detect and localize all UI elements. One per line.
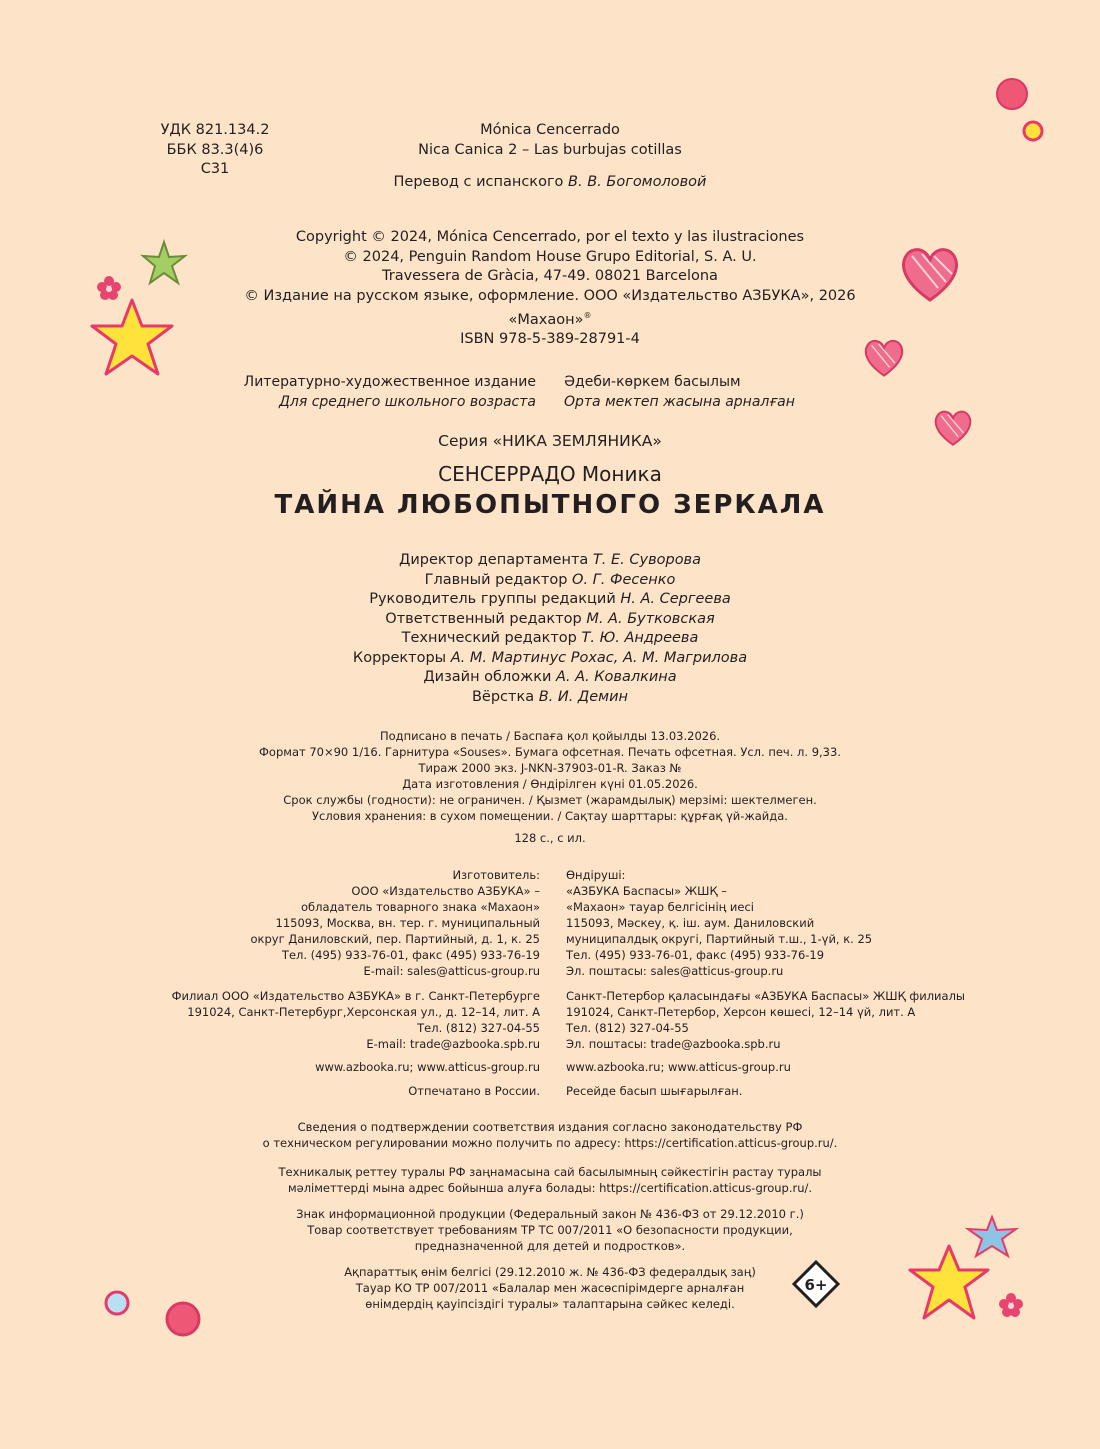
manufacturer-line: 115093, Мәскеу, қ. іш. аум. Даниловский: [566, 916, 815, 930]
branch-line: Тел. (812) 327-04-55: [566, 1021, 689, 1035]
copyright-block: [180, 228, 920, 350]
branch-email: E-mail: trade@azbooka.spb.ru: [366, 1037, 540, 1051]
edition-type-ru: [180, 372, 536, 412]
registered-mark: ®: [583, 311, 592, 320]
staff-person: О. Г. Фесенко: [572, 571, 676, 588]
staff-role: Главный редактор: [424, 571, 573, 588]
staff-row: [250, 668, 850, 688]
staff-row: [250, 629, 850, 649]
manufacturer-line: Изготовитель:: [452, 868, 540, 882]
classification-codes: [160, 121, 270, 180]
translation-credit: [330, 174, 770, 190]
branch-line: Санкт-Петербор қаласындағы «АЗБУКА Баспасы» ЖШҚ филиалы: [566, 989, 965, 1003]
info-sign-line: өнімдердің қауіпсіздігі туралы» талаптарына сәйкес келеді.: [365, 1297, 735, 1311]
translation-prefix: Перевод с испанского: [393, 174, 569, 190]
staff-role: Дизайн обложки: [423, 669, 556, 685]
certification-line: Сведения о подтверждении соответствия издания согласно законодательству РФ: [297, 1120, 803, 1134]
trademark: [180, 306, 920, 330]
staff-role: Корректоры: [352, 649, 451, 666]
staff-row: [250, 688, 850, 708]
certification-line: мәліметтерді мына адрес бойынша алуға болады: https://certification.atticus-group.ru/.: [287, 1181, 813, 1195]
manufacturer-email: E-mail: sales@atticus-group.ru: [363, 964, 540, 978]
print-line: Условия хранения: в сухом помещении. / Сақтау шарттары: құрғақ үй-жайда.: [312, 809, 788, 823]
manufacturer-line: ООО «Издательство АЗБУКА» –: [351, 884, 540, 898]
author-sign: С31: [200, 161, 230, 177]
decoration-circle-pink: [994, 76, 1030, 112]
isbn: ISBN 978-5-389-28791-4: [460, 331, 640, 348]
manufacturer-line: Өндіруші:: [566, 868, 626, 882]
manufacturer-line: муниципалдық округі, Партийный т.ш., 1-үй, к. 25: [566, 932, 873, 946]
print-line: Формат 70×90 1/16. Гарнитура «Souses». Бумага офсетная. Печать офсетная. Усл. печ. л. 9,33.: [259, 745, 841, 759]
copyright-line: © Издание на русском языке, оформление. ООО «Издательство АЗБУКА», 2026: [244, 287, 856, 304]
copyright-line: Travessera de Gràcia, 47-49. 08021 Barcelona: [382, 268, 718, 284]
staff-role: Директор департамента: [399, 552, 593, 568]
decoration-star-yellow-bottom: [904, 1240, 994, 1324]
staff-person: А. М. Мартинус Рохас, А. М. Магрилова: [450, 649, 748, 666]
decoration-heart-3: [932, 404, 974, 450]
staff-person: Т. Ю. Андреева: [581, 630, 699, 646]
certification-kz: [180, 1164, 920, 1196]
staff-row: [250, 590, 850, 610]
staff-person: Н. А. Сергеева: [620, 591, 731, 607]
copyright-line: Copyright © 2024, Mónica Cencerrado, por el texto y las ilustraciones: [295, 229, 805, 245]
staff-role: Руководитель группы редакций: [369, 591, 621, 607]
printed-in-ru: Отпечатано в России.: [408, 1084, 540, 1098]
print-line: Дата изготовления / Өндірілген күні 01.05.2026.: [402, 777, 698, 791]
staff-row: [250, 551, 850, 571]
original-edition: [330, 121, 770, 160]
manufacturer-line: «АЗБУКА Баспасы» ЖШҚ –: [566, 884, 728, 898]
staff-row: [250, 649, 850, 669]
staff-role: Ответственный редактор: [385, 610, 587, 627]
page-count: 128 с., с ил.: [514, 831, 586, 845]
info-sign-line: Знак информационной продукции (Федеральный закон № 436-ФЗ от 29.12.2010 г.): [296, 1207, 804, 1221]
staff-person: А. А. Ковалкина: [555, 669, 677, 685]
staff-row: [250, 571, 850, 591]
info-sign-line: Товар соответствует требованиям ТР ТС 007/2011 «О безопасности продукции,: [307, 1223, 793, 1237]
print-line: Подписано в печать / Баспаға қол қойылды 13.03.2026.: [379, 729, 721, 743]
decoration-star-yellow: [84, 292, 180, 388]
branch-email: Эл. поштасы: trade@azbooka.spb.ru: [566, 1037, 781, 1051]
certification-line: Техникалық реттеу туралы РФ заңнамасына сай басылымның сәйкестігін растау туралы: [278, 1165, 822, 1179]
decoration-circle-blue: [102, 1288, 132, 1318]
manufacturer-line: обладатель товарного знака «Махаон»: [300, 900, 540, 914]
manufacturer-kz: [566, 867, 966, 979]
original-title: Nica Canica 2 – Las burbujas cotillas: [418, 141, 682, 158]
decoration-flower-pink-bottom: [996, 1290, 1026, 1320]
decoration-circle-pink-bottom: [162, 1298, 204, 1340]
manufacturer-line: Тел. (495) 933-76-01, факс (495) 933-76-19: [566, 948, 825, 962]
info-sign-line: предназначенной для детей и подростков».: [414, 1239, 686, 1253]
certification-line: о техническом регулировании можно получить по адресу: https://certification.atticus-group.ru/.: [262, 1136, 838, 1150]
udk-code: УДК 821.134.2: [160, 122, 270, 138]
manufacturer-ru: [140, 867, 540, 979]
printed-in-kz: Ресейде басып шығарылған.: [566, 1084, 743, 1098]
print-line: Срок службы (годности): не ограничен. / Қызмет (жарамдылық) мерзімі: шектелмеген.: [283, 793, 817, 807]
certification-ru: [180, 1119, 920, 1151]
info-sign-line: Тауар КО ТР 007/2011 «Балалар мен жасөспірімдерге арналған: [355, 1281, 745, 1295]
staff-person: М. А. Бутковская: [586, 610, 715, 627]
age-rating-badge: [792, 1260, 840, 1308]
bbk-code: ББК 83.3(4)6: [166, 141, 264, 158]
print-info: [160, 728, 940, 824]
original-author: Mónica Cencerrado: [480, 122, 620, 138]
manufacturer-line: «Махаон» тауар белгісінің иесі: [566, 900, 754, 914]
age-group: Орта мектеп жасына арналған: [564, 394, 795, 410]
book-title: ТАЙНА ЛЮБОПЫТНОГО ЗЕРКАЛА: [274, 490, 826, 520]
branch-ru: [140, 988, 540, 1052]
info-sign-line: Ақпараттық өнім белгісі (29.12.2010 ж. № 436-ФЗ федералдық заң): [344, 1265, 756, 1279]
trademark-name: «Махаон»: [508, 311, 584, 328]
book-author: СЕНСЕРРАДО Моника: [438, 462, 662, 486]
print-line: Тираж 2000 экз. J-NKN-37903-01-R. Заказ №: [418, 761, 682, 775]
websites-ru: www.azbooka.ru; www.atticus-group.ru: [315, 1060, 540, 1074]
branch-line: Тел. (812) 327-04-55: [417, 1021, 540, 1035]
staff-list: [250, 551, 850, 707]
branch-kz: [566, 988, 986, 1052]
series-name: Серия «НИКА ЗЕМЛЯНИКА»: [438, 432, 662, 450]
branch-line: 191024, Санкт-Петербор, Херсон көшесі, 12–14 үй, лит. А: [566, 1005, 916, 1019]
translator-name: В. В. Богомоловой: [568, 174, 707, 190]
staff-role: Вёрстка: [471, 688, 539, 705]
decoration-circle-yellow: [1020, 118, 1046, 144]
info-sign-ru: [200, 1206, 900, 1254]
manufacturer-line: округ Даниловский, пер. Партийный, д. 1, к. 25: [250, 932, 540, 946]
copyright-line: © 2024, Penguin Random House Grupo Editorial, S. A. U.: [343, 248, 757, 265]
manufacturer-line: Тел. (495) 933-76-01, факс (495) 933-76-19: [281, 948, 540, 962]
staff-person: Т. Е. Суворова: [592, 552, 701, 568]
staff-row: [250, 610, 850, 630]
websites-kz: www.azbooka.ru; www.atticus-group.ru: [566, 1060, 791, 1074]
age-rating-label: 6+: [804, 1276, 828, 1294]
edition-type-kz: [564, 372, 924, 412]
edition-type: Литературно-художественное издание: [243, 374, 536, 390]
staff-role: Технический редактор: [401, 630, 582, 646]
staff-person: В. И. Демин: [538, 688, 629, 705]
manufacturer-email: Эл. поштасы: sales@atticus-group.ru: [566, 964, 784, 978]
age-group: Для среднего школьного возраста: [278, 394, 536, 410]
edition-type: Әдеби-көркем басылым: [564, 374, 741, 390]
manufacturer-line: 115093, Москва, вн. тер. г. муниципальный: [275, 916, 540, 930]
branch-line: 191024, Санкт-Петербург,Херсонская ул., д. 12–14, лит. А: [187, 1005, 540, 1019]
branch-line: Филиал ООО «Издательство АЗБУКА» в г. Санкт-Петербурге: [171, 989, 540, 1003]
